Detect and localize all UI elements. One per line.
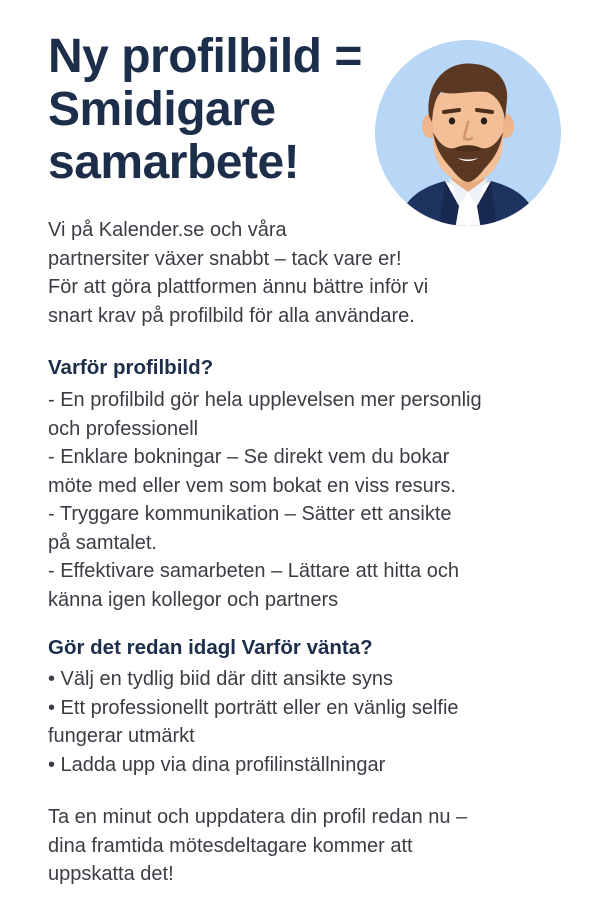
why-list-line: på samtalet.: [48, 531, 157, 554]
todo-heading: Gör det redan idagl Varför vänta?: [48, 636, 373, 659]
outro-line: dina framtida mötesdeltagare kommer att: [48, 834, 413, 857]
man-avatar-icon: [375, 40, 561, 226]
intro-line: partnersiter växer snabbt – tack vare er!: [48, 247, 402, 270]
title-line: Smidigare: [48, 83, 276, 136]
why-list-line: och professionell: [48, 417, 199, 440]
todo-list: [48, 665, 578, 779]
why-list-line: känna igen kollegor och partners: [48, 588, 339, 611]
why-list-line: - Enklare bokningar – Se direkt vem du bokar: [48, 446, 450, 468]
todo-list-line: fungerar utmärkt: [48, 725, 195, 747]
todo-list-line: • Ett professionellt porträtt eller en vänlig selfie: [48, 696, 459, 719]
avatar-illustration: [375, 40, 561, 226]
outro-line: uppskatta det!: [48, 863, 174, 885]
why-list: [48, 386, 578, 614]
why-list-line: - En profilbild gör hela upplevelsen mer personlig: [48, 389, 482, 411]
why-list-line: möte med eller vem som bokat en viss resurs.: [48, 474, 456, 497]
intro-line: snart krav på profilbild för alla användare.: [48, 304, 415, 327]
intro-line: För att göra plattformen ännu bättre inför vi: [48, 276, 429, 298]
title-line: Ny profilbild =: [48, 30, 362, 83]
why-list-line: - Effektivare samarbeten – Lättare att hitta och: [48, 560, 459, 582]
page-title: [48, 30, 378, 189]
outro-line: Ta en minut och uppdatera din profil redan nu –: [48, 806, 468, 828]
intro-line: Vi på Kalender.se och våra: [48, 219, 287, 241]
outro-paragraph: [48, 803, 568, 889]
todo-section: [48, 634, 578, 779]
title-line: samarbete!: [48, 136, 300, 189]
todo-list-line: • Ladda upp via dina profilinställningar: [48, 753, 386, 776]
why-section: [48, 354, 578, 614]
why-heading: Varför profilbild?: [48, 356, 214, 379]
why-list-line: - Tryggare kommunikation – Sätter ett ansikte: [48, 503, 452, 525]
intro-paragraph: [48, 216, 568, 330]
todo-list-line: • Välj en tydlig biid där ditt ansikte syns: [48, 668, 393, 690]
